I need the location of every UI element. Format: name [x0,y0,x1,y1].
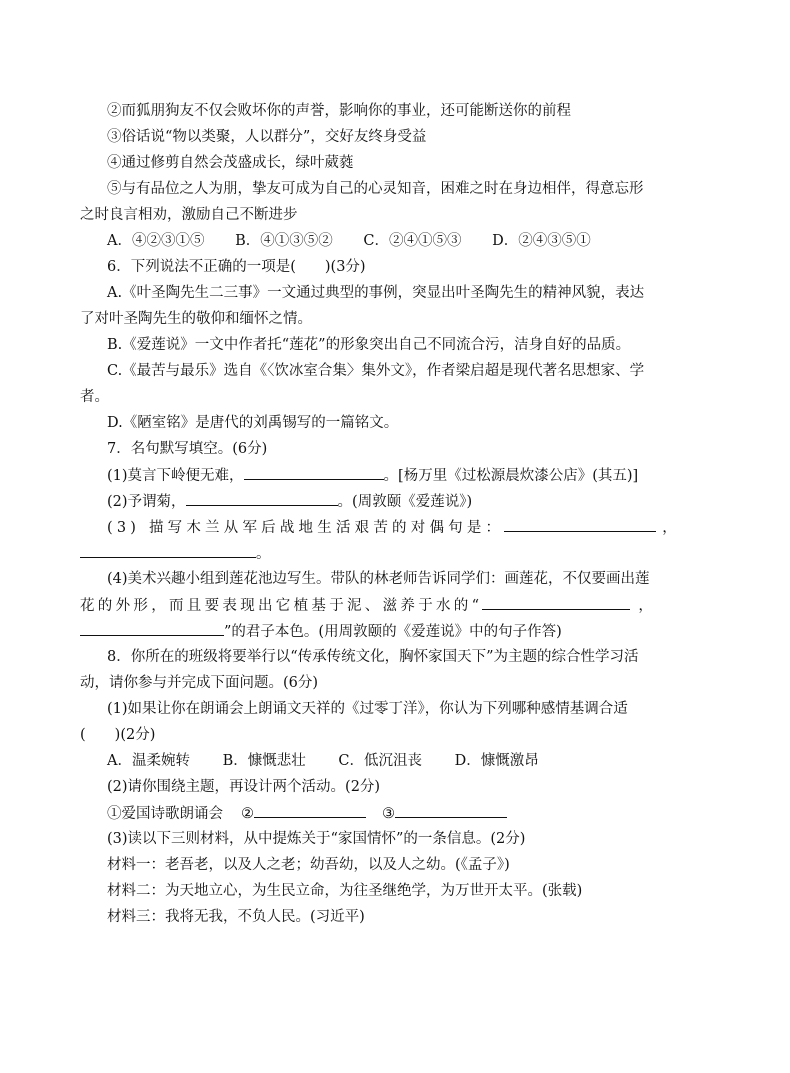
q7-item-4-line2 [0,595,790,616]
q7-item-1 [0,465,790,486]
q8-activity-3-label: ③ [382,806,395,822]
q6-stem: 6．下列说法不正确的一项是( )(3分) [107,259,366,275]
q6-option-c-line2[interactable]: 者。 [80,389,109,405]
q7-item-4-suffix: ”的君子本色。(用周敦颐的《爱莲说》中的句子作答) [224,624,562,640]
q8-activity-3-blank[interactable] [395,803,507,818]
q8-activity-2-blank[interactable] [254,803,366,818]
q5-option-a[interactable]: A．④②③①⑤ [107,233,205,249]
q8-option-c[interactable]: C．低沉沮丧 [338,753,422,769]
q6-option-a-line2[interactable]: 了对叶圣陶先生的敬仰和缅怀之情。 [80,311,312,327]
q8-option-d[interactable]: D．慷慨激昂 [454,753,539,769]
q7-item-4-line1: (4)美术兴趣小组到莲花池边写生。带队的林老师告诉同学们：画莲花，不仅要画出莲 [107,571,650,587]
q6-option-a-line1[interactable]: A.《叶圣陶先生二三事》一文通过典型的事例，突显出叶圣陶先生的精神风貌，表达 [107,285,645,301]
q8-activity-1: ①爱国诗歌朗诵会 [107,806,223,822]
q7-item-4-line3 [0,621,790,642]
q5-options [0,231,790,251]
q8-item-1-line1: (1)如果让你在朗诵会上朗诵文天祥的《过零丁洋》，你认为下列哪种感情基调合适 [107,701,628,717]
q8-activity-2-label: ② [241,806,254,822]
q7-item-4-blank-2[interactable] [80,621,224,636]
q7-item-2-prefix: (2)予谓菊， [107,494,186,510]
q7-item-1-suffix: 。[杨万里《过松源晨炊漆公店》(其五)] [383,468,639,484]
q5-option-b[interactable]: B．④①③⑤② [235,233,333,249]
q5-sentence-5a: ⑤与有品位之人为朋，挚友可成为自己的心灵知音，困难之时在身边相伴，得意忘形 [107,181,644,197]
q7-stem: 7．名句默写填空。(6分) [107,441,268,457]
q7-item-4-prefix: 花的外形，而且要表现出它植基于泥、滋养于水的“ [80,598,483,614]
q7-item-3 [0,517,790,538]
q8-option-b[interactable]: B．慷慨悲壮 [222,753,306,769]
q7-item-4-blank-1[interactable] [482,595,630,610]
q8-material-3: 材料三：我将无我，不负人民。(习近平) [107,909,365,925]
q8-item-1-options [0,751,790,771]
q6-option-b[interactable]: B.《爱莲说》一文中作者托“莲花”的形象突出自己不同流合污，洁身自好的品质。 [107,337,631,353]
q7-item-2 [0,491,790,512]
q8-item-1-line2: ( )(2分) [80,727,156,743]
q5-option-d[interactable]: D．②④③⑤① [492,233,591,249]
q8-item-3: (3)读以下三则材料，从中提炼关于“家国情怀”的一条信息。(2分) [107,831,526,847]
q8-stem-line1: 8．你所在的班级将要举行以“传承传统文化，胸怀家国天下”为主题的综合性学习活 [107,649,639,665]
q7-item-3-blank-1[interactable] [504,517,656,532]
q7-item-3-line2 [0,543,790,564]
q7-item-2-suffix: 。(周敦颐《爱莲说》) [337,494,473,510]
q5-sentence-5b: 之时良言相劝，激励自己不断进步 [80,207,298,223]
q8-stem-line2: 动，请你参与并完成下面问题。(6分) [80,675,319,691]
q7-item-2-blank[interactable] [186,491,338,506]
q5-sentence-4: ④通过修剪自然会茂盛成长，绿叶葳蕤 [107,155,354,171]
q8-material-2: 材料二：为天地立心，为生民立命，为往圣继绝学，为万世开太平。(张载) [107,883,583,899]
q8-option-a[interactable]: A．温柔婉转 [107,753,190,769]
q8-item-2-activities [0,803,790,824]
q6-option-c-line1[interactable]: C.《最苦与最乐》选自《〈饮冰室合集〉集外文》，作者梁启超是现代著名思想家、学 [107,363,645,379]
q7-item-4-comma: ， [638,598,653,614]
q5-option-c[interactable]: C．②④①⑤③ [363,233,462,249]
q8-material-1: 材料一：老吾老，以及人之老；幼吾幼，以及人之幼。(《孟子》) [107,857,510,873]
q8-item-2: (2)请你围绕主题，再设计两个活动。(2分) [107,779,381,795]
q7-item-3-blank-2[interactable] [80,543,256,558]
q7-item-3-end: 。 [256,546,271,562]
q7-item-3-prefix: (3) 描写木兰从军后战地生活艰苦的对偶句是： [107,520,505,536]
q5-sentence-2: ②而狐朋狗友不仅会败坏你的声誉，影响你的事业，还可能断送你的前程 [107,103,571,119]
q5-sentence-3: ③俗话说“物以类聚，人以群分”，交好友终身受益 [107,129,427,145]
q7-item-3-comma: ， [662,520,677,536]
q7-item-1-prefix: (1)莫言下岭便无难， [107,468,244,484]
q6-option-d[interactable]: D.《陋室铭》是唐代的刘禹锡写的一篇铭文。 [107,415,399,431]
q7-item-1-blank[interactable] [244,465,384,480]
